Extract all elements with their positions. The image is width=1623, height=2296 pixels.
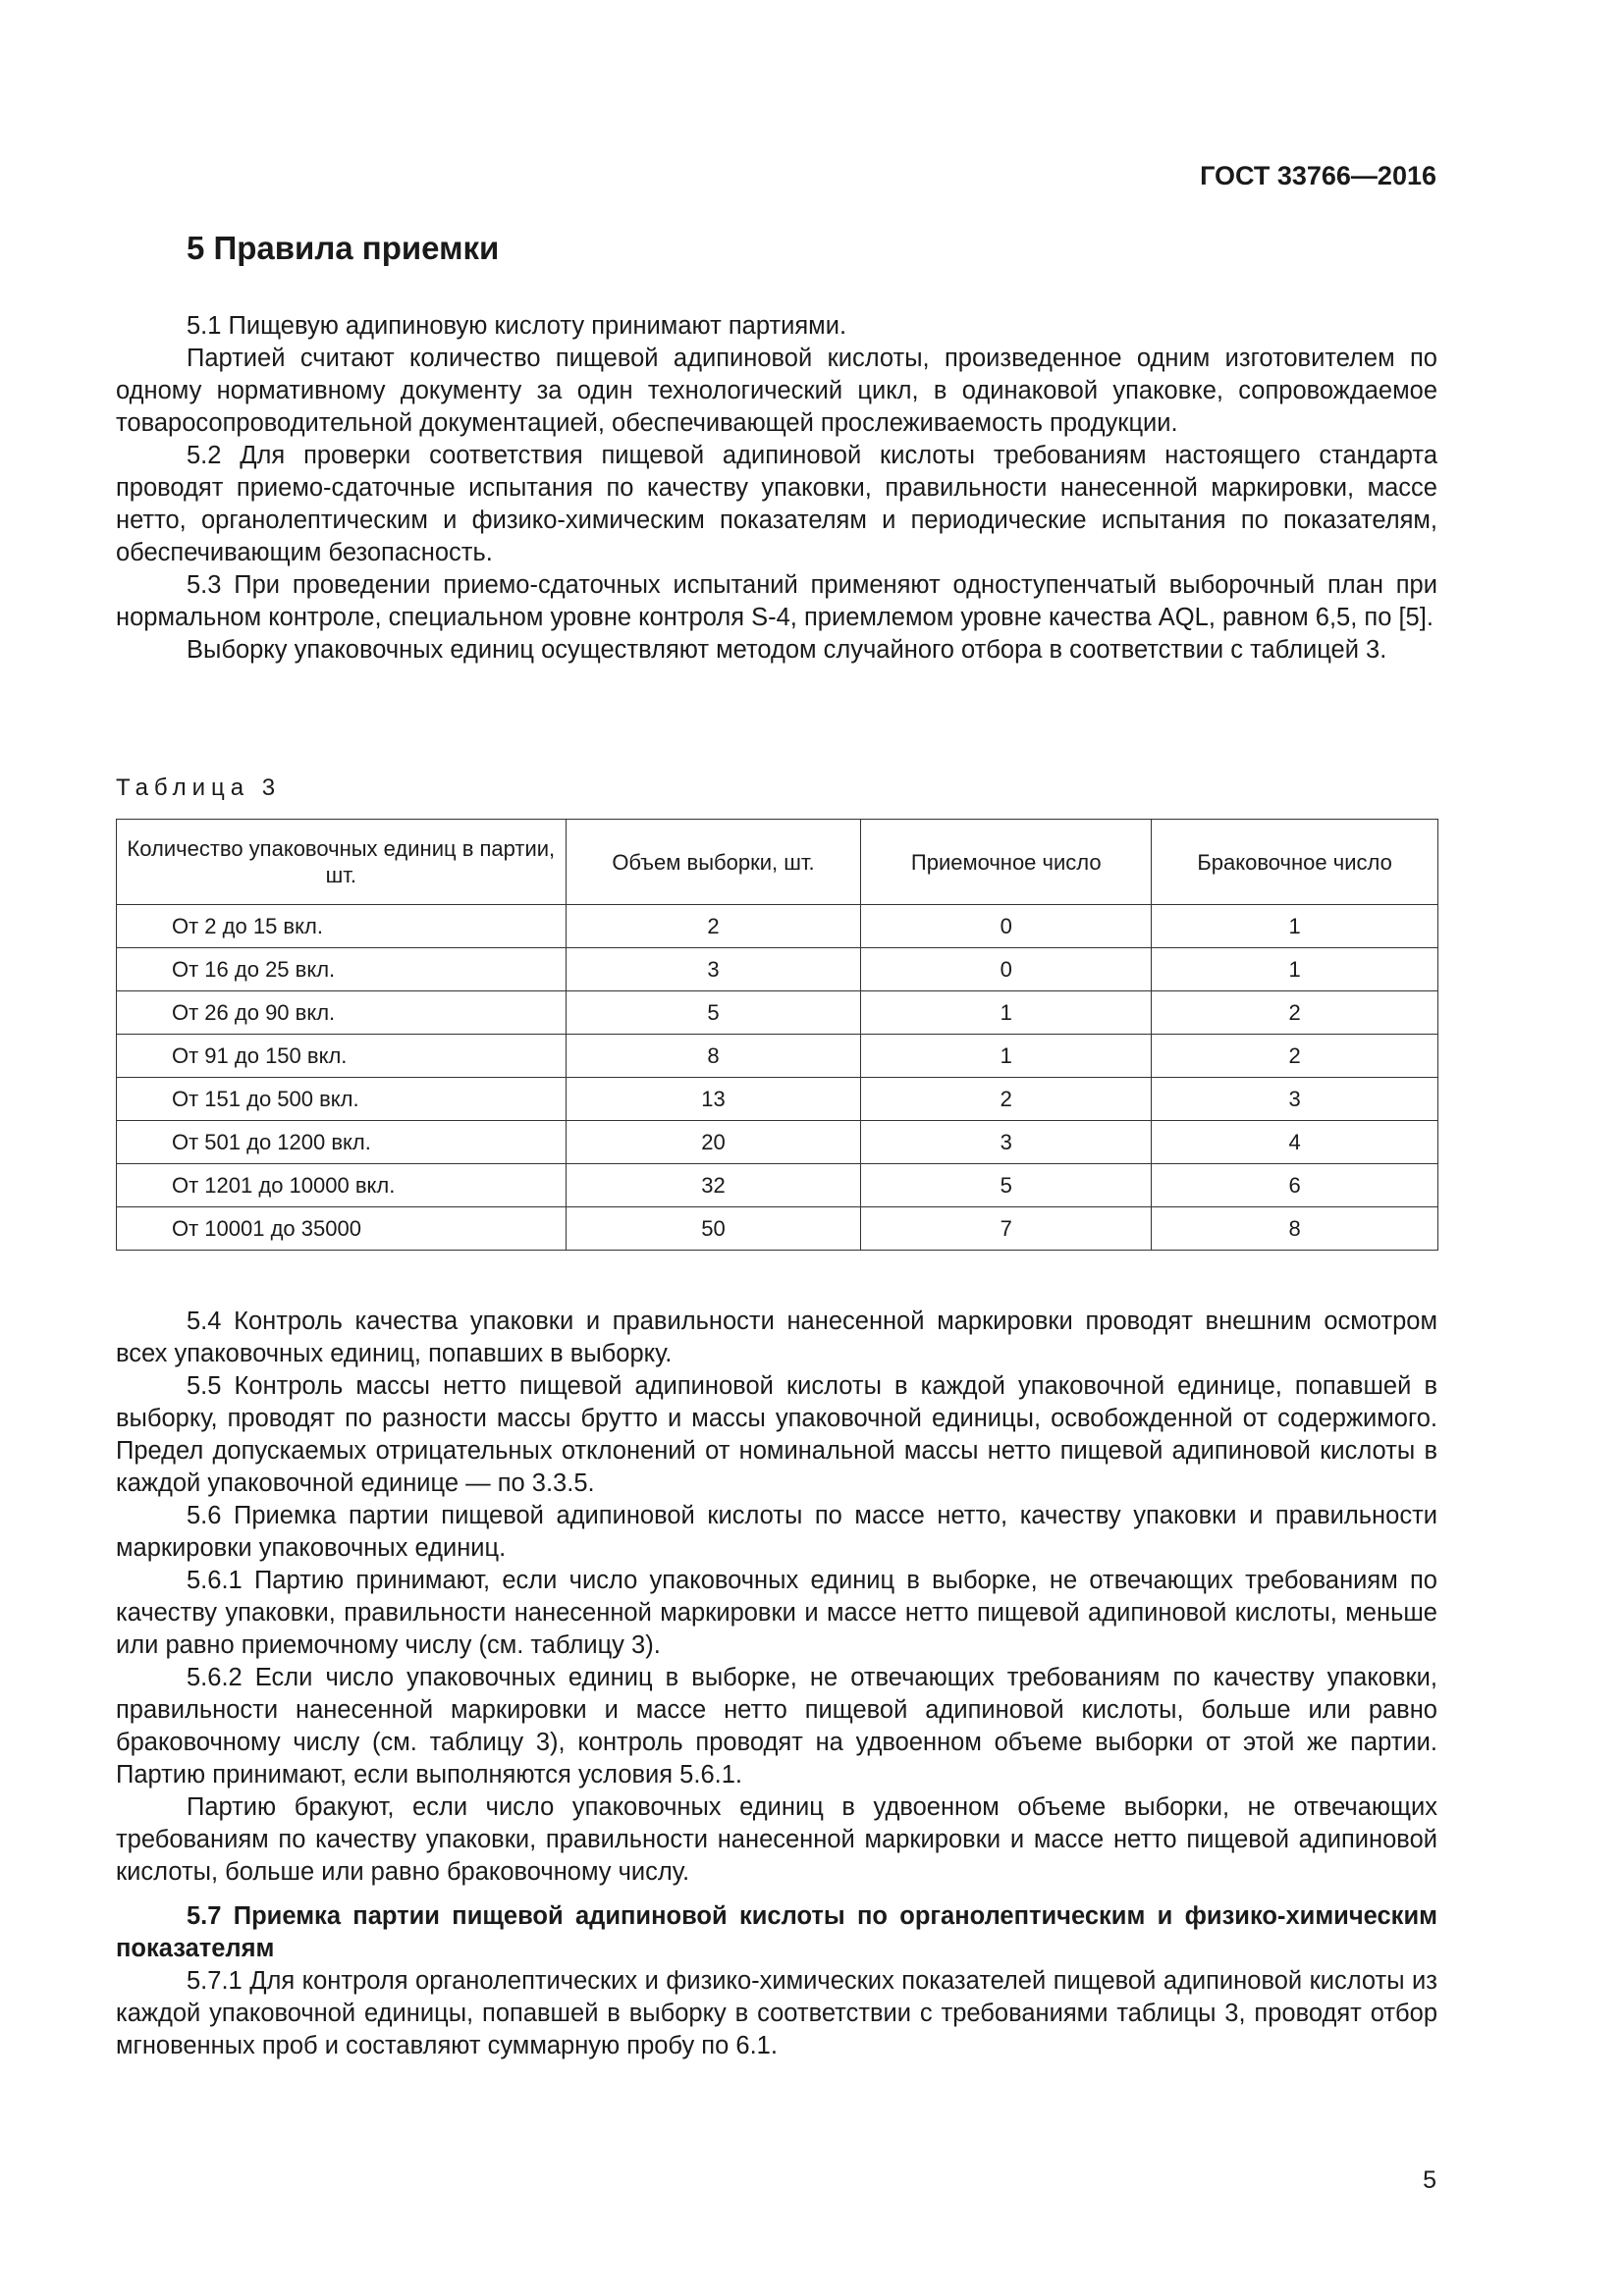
cell-batch-size: От 501 до 1200 вкл. bbox=[117, 1121, 567, 1164]
paragraph-5-2: 5.2 Для проверки соответствия пищевой адипиновой кислоты требованиям настоящего стандарта проводят приемо-сдаточные испытания по качеству упаковки, правильности нанесенной маркировки, массе нетто, органолептическим и физико-химическим показателям и периодические испытания по показателям, обеспечивающим безопасность. bbox=[116, 442, 1437, 566]
table-row bbox=[117, 1207, 1438, 1251]
cell-acceptance-number: 1 bbox=[861, 991, 1152, 1035]
table-row bbox=[117, 1164, 1438, 1207]
cell-batch-size: От 26 до 90 вкл. bbox=[117, 991, 567, 1035]
cell-acceptance-number: 5 bbox=[861, 1164, 1152, 1207]
cell-batch-size: От 151 до 500 вкл. bbox=[117, 1078, 567, 1121]
body-text-top bbox=[116, 310, 1437, 667]
cell-batch-size: От 1201 до 10000 вкл. bbox=[117, 1164, 567, 1207]
paragraph-batch-definition: Партией считают количество пищевой адипиновой кислоты, произведенное одним изготовителем по одному нормативному документу за один технологический цикл, в одинаковой упаковке, сопровождаемое товаросопроводительной документацией, обеспечивающей прослеживаемость продукции. bbox=[116, 345, 1437, 437]
header-acceptance-number: Приемочное число bbox=[861, 820, 1152, 905]
paragraph-sampling: Выборку упаковочных единиц осуществляют методом случайного отбора в соответствии с таблицей 3. bbox=[187, 636, 1387, 664]
table-row bbox=[117, 991, 1438, 1035]
cell-rejection-number: 8 bbox=[1152, 1207, 1438, 1251]
cell-rejection-number: 6 bbox=[1152, 1164, 1438, 1207]
paragraph-5-1: 5.1 Пищевую адипиновую кислоту принимают партиями. bbox=[187, 312, 847, 340]
table-row bbox=[117, 1121, 1438, 1164]
table-row bbox=[117, 905, 1438, 948]
cell-rejection-number: 2 bbox=[1152, 1035, 1438, 1078]
sampling-table bbox=[116, 819, 1438, 1251]
cell-batch-size: От 10001 до 35000 bbox=[117, 1207, 567, 1251]
paragraph-5-6-2: 5.6.2 Если число упаковочных единиц в выборке, не отвечающих требованиям по качеству упаковки, правильности нанесенной маркировки и массе нетто пищевой адипиновой кислоты, больше или равно браковочному числу (см. таблицу 3), контроль проводят на удвоенном объеме выборки от этой же партии. Партию принимают, если выполняются условия 5.6.1. bbox=[116, 1664, 1437, 1789]
paragraph-5-6: 5.6 Приемка партии пищевой адипиновой кислоты по массе нетто, качеству упаковки и правильности маркировки упаковочных единиц. bbox=[116, 1502, 1437, 1562]
cell-sample-size: 50 bbox=[566, 1207, 861, 1251]
cell-rejection-number: 1 bbox=[1152, 948, 1438, 991]
cell-sample-size: 3 bbox=[566, 948, 861, 991]
table-row bbox=[117, 948, 1438, 991]
cell-sample-size: 8 bbox=[566, 1035, 861, 1078]
cell-acceptance-number: 1 bbox=[861, 1035, 1152, 1078]
table-caption: Таблица 3 bbox=[116, 774, 282, 801]
cell-sample-size: 13 bbox=[566, 1078, 861, 1121]
table-row bbox=[117, 1078, 1438, 1121]
cell-rejection-number: 2 bbox=[1152, 991, 1438, 1035]
header-rejection-number: Браковочное число bbox=[1152, 820, 1438, 905]
table-row bbox=[117, 1035, 1438, 1078]
paragraph-5-3: 5.3 При проведении приемо-сдаточных испытаний применяют одноступенчатый выборочный план при нормальном контроле, специальном уровне контроля S-4, приемлемом уровне качества AQL, равном 6,5, по [5]. bbox=[116, 571, 1437, 631]
cell-sample-size: 5 bbox=[566, 991, 861, 1035]
cell-rejection-number: 3 bbox=[1152, 1078, 1438, 1121]
page-number: 5 bbox=[1423, 2166, 1436, 2194]
section-title: 5 Правила приемки bbox=[187, 230, 500, 266]
paragraph-5-4: 5.4 Контроль качества упаковки и правильности нанесенной маркировки проводят внешним осмотром всех упаковочных единиц, попавших в выборку. bbox=[116, 1308, 1437, 1367]
cell-rejection-number: 4 bbox=[1152, 1121, 1438, 1164]
paragraph-5-6-1: 5.6.1 Партию принимают, если число упаковочных единиц в выборке, не отвечающих требованиям по качеству упаковки, правильности нанесенной маркировки и массе нетто пищевой адипиновой кислоты, меньше или равно приемочному числу (см. таблицу 3). bbox=[116, 1567, 1437, 1659]
cell-sample-size: 32 bbox=[566, 1164, 861, 1207]
cell-batch-size: От 2 до 15 вкл. bbox=[117, 905, 567, 948]
paragraph-5-5: 5.5 Контроль массы нетто пищевой адипиновой кислоты в каждой упаковочной единице, попавшей в выборку, проводят по разности массы брутто и массы упаковочной единицы, освобожденной от содержимого. Предел допускаемых отрицательных отклонений от номинальной массы нетто пищевой адипиновой кислоты в каждой упаковочной единице — по 3.3.5. bbox=[116, 1372, 1437, 1497]
header-sample-size: Объем выборки, шт. bbox=[566, 820, 861, 905]
cell-acceptance-number: 0 bbox=[861, 948, 1152, 991]
body-text-bottom bbox=[116, 1306, 1437, 2062]
subsection-heading-5-7: 5.7 Приемка партии пищевой адипиновой кислоты по органолептическим и физико-химическим показателям bbox=[116, 1902, 1437, 1962]
header-batch-size: Количество упаковочных единиц в партии, шт. bbox=[117, 820, 567, 905]
table-header-row bbox=[117, 820, 1438, 905]
cell-acceptance-number: 0 bbox=[861, 905, 1152, 948]
cell-acceptance-number: 2 bbox=[861, 1078, 1152, 1121]
document-code: ГОСТ 33766—2016 bbox=[1200, 161, 1436, 190]
cell-acceptance-number: 7 bbox=[861, 1207, 1152, 1251]
cell-batch-size: От 16 до 25 вкл. bbox=[117, 948, 567, 991]
cell-batch-size: От 91 до 150 вкл. bbox=[117, 1035, 567, 1078]
cell-rejection-number: 1 bbox=[1152, 905, 1438, 948]
cell-acceptance-number: 3 bbox=[861, 1121, 1152, 1164]
paragraph-rejection: Партию бракуют, если число упаковочных единиц в удвоенном объеме выборки, не отвечающих требованиям по качеству упаковки, правильности нанесенной маркировки и массе нетто пищевой адипиновой кислоты, больше или равно браковочному числу. bbox=[116, 1793, 1437, 1886]
paragraph-5-7-1: 5.7.1 Для контроля органолептических и физико-химических показателей пищевой адипиновой кислоты из каждой упаковочной единицы, попавшей в выборку в соответствии с требованиями таблицы 3, проводят отбор мгновенных проб и составляют суммарную пробу по 6.1. bbox=[116, 1967, 1437, 2059]
cell-sample-size: 2 bbox=[566, 905, 861, 948]
cell-sample-size: 20 bbox=[566, 1121, 861, 1164]
